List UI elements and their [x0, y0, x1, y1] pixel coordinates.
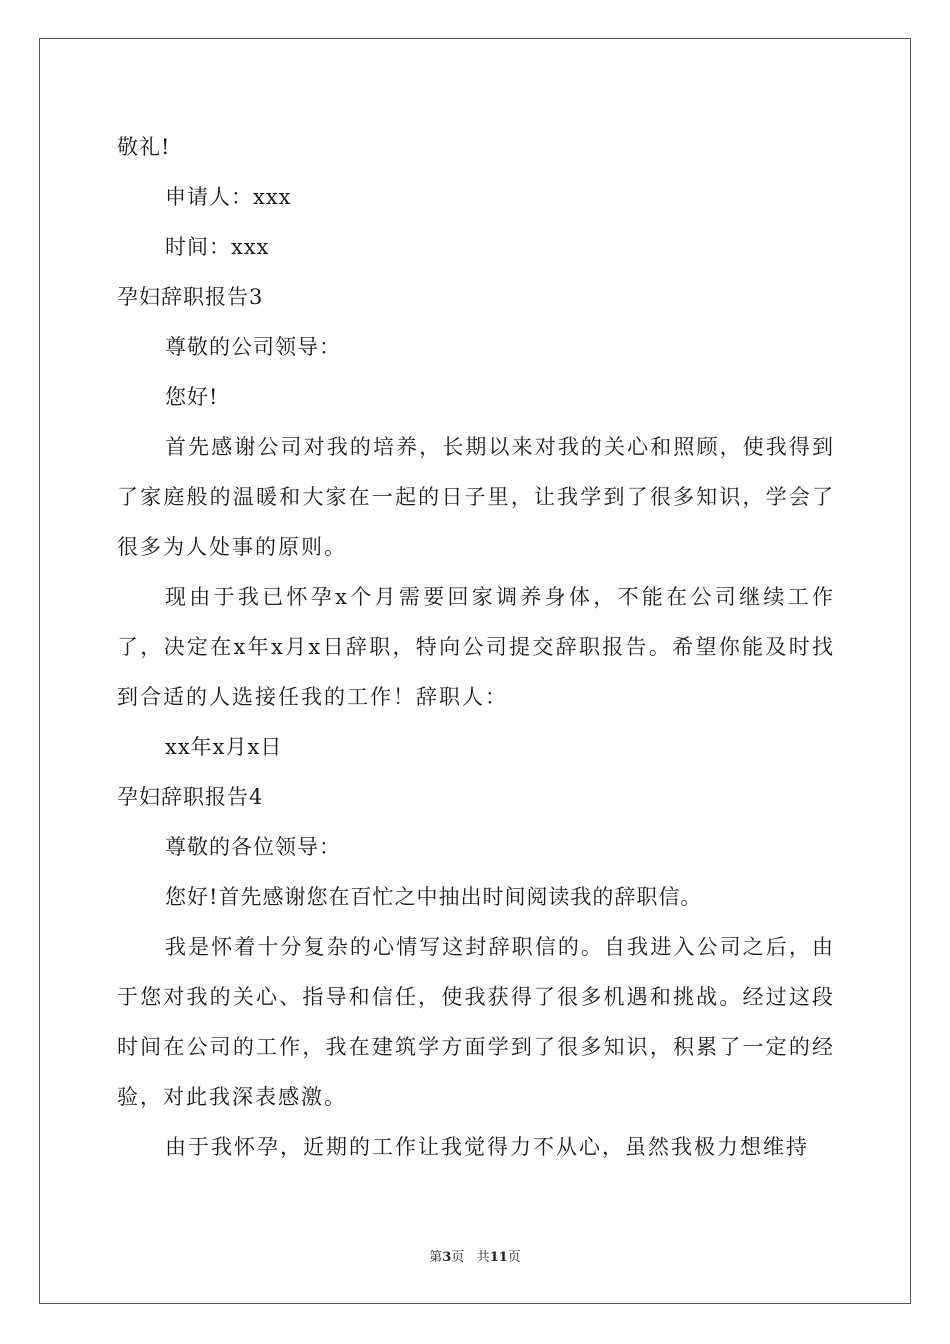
total-prefix: 共: [476, 1250, 490, 1265]
document-body: [117, 122, 835, 1172]
total-suffix: 页: [507, 1250, 521, 1265]
closing-salutation: 敬礼!: [117, 135, 171, 159]
applicant-line: 申请人：xxx: [165, 185, 292, 209]
greeting-recipient: 尊敬的公司领导：: [165, 335, 341, 359]
page-footer: [0, 1246, 950, 1265]
page-number: 3: [442, 1250, 452, 1265]
date-line: 时间：xxx: [165, 235, 270, 259]
greeting-hello: 您好!: [165, 385, 219, 409]
paragraph-thanks: 首先感谢公司对我的培养，长期以来对我的关心和照顾，使我得到了家庭般的温暖和大家在一起的日子里，让我学到了很多知识，学会了很多为人处事的原则。: [117, 435, 835, 559]
section-heading-3: 孕妇辞职报告3: [117, 285, 264, 309]
total-pages: 11: [489, 1250, 508, 1265]
section-heading-4: 孕妇辞职报告4: [117, 785, 264, 809]
signature-date: xx年x月x日: [165, 735, 283, 759]
page-prefix: 第: [429, 1250, 443, 1265]
paragraph-opening: 您好!首先感谢您在百忙之中抽出时间阅读我的辞职信。: [165, 885, 703, 909]
paragraph-pregnancy: 由于我怀孕，近期的工作让我觉得力不从心，虽然我极力想维持: [165, 1135, 809, 1159]
greeting-leaders: 尊敬的各位领导：: [165, 835, 341, 859]
page-suffix: 页: [451, 1250, 465, 1265]
paragraph-reason: 现由于我已怀孕x个月需要回家调养身体，不能在公司继续工作了，决定在x年x月x日辞职，特向公司提交辞职报告。希望你能及时找到合适的人选接任我的工作！辞职人：: [117, 585, 835, 709]
paragraph-feelings: 我是怀着十分复杂的心情写这封辞职信的。自我进入公司之后，由于您对我的关心、指导和信任，使我获得了很多机遇和挑战。经过这段时间在公司的工作，我在建筑学方面学到了很多知识，积累了一定的经验，对此我深表感激。: [117, 935, 835, 1109]
